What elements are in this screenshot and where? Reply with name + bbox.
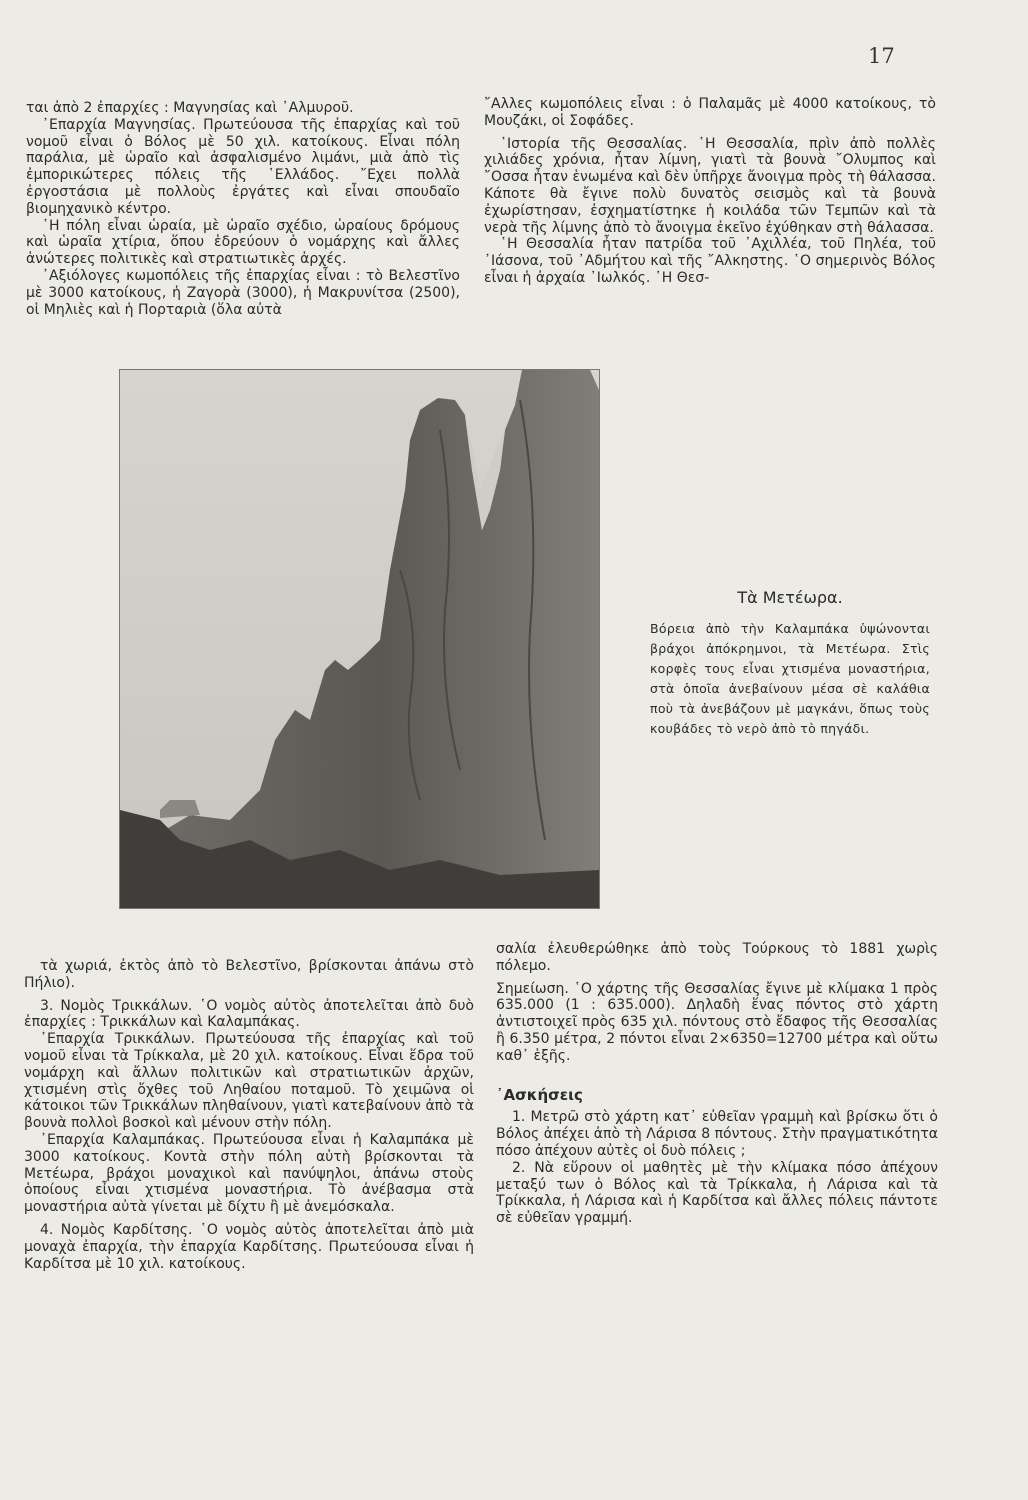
note-paragraph: Σημείωση. ῾Ο χάρτης τῆς Θεσσαλίας ἔγινε μὲ κλίμακα 1 πρὸς 635.000 (1 : 635.000). Δηλαδὴ ἕνας πόντος στὸ χάρτη ἀντιστοιχεῖ πρὸς 635 χιλ. πόντους στὸ ἔδαφος τῆς Θεσσαλίας ἢ 6.350 μέτρα, 2 πόντοι εἶναι 2×6350=12700 μέτρα καὶ οὕτω καθ᾿ ἑξῆς. — [496, 980, 938, 1064]
paragraph: ῾Η Θεσσαλία ἦταν πατρίδα τοῦ ᾿Αχιλλέα, τοῦ Πηλέα, τοῦ ᾿Ιάσονα, τοῦ ᾿Αδμήτου καὶ τῆς ῎Αλκηστης. ῾Ο σημερινὸς Βόλος εἶναι ἡ ἀρχαία ᾿Ιωλκός. ῾Η Θεσ- — [484, 236, 936, 286]
karditsa-paragraph: 4. Νομὸς Καρδίτσης. ῾Ο νομὸς αὐτὸς ἀποτελεῖται ἀπὸ μιὰ μοναχὰ ἐπαρχία, τὴν ἐπαρχία Καρδίτσης. Πρωτεύουσα εἶναι ἡ Καρδίτσα μὲ 10 χιλ. κατοίκους. — [24, 1221, 474, 1272]
trikala-paragraph: 3. Νομὸς Τρικκάλων. ῾Ο νομὸς αὐτὸς ἀποτελεῖται ἀπὸ δυὸ ἐπαρχίες : Τρικκάλων καὶ Καλαμπάκας. — [24, 997, 474, 1031]
paragraph: ῎Αλλες κωμοπόλεις εἶναι : ὁ Παλαμᾶς μὲ 4000 κατοίκους, τὸ Μουζάκι, οἱ Σοφάδες. — [484, 96, 936, 129]
photo-caption — [650, 588, 930, 739]
paragraph: ῾Η πόλη εἶναι ὡραία, μὲ ὡραῖο σχέδιο, ὡραίους δρόμους καὶ ὡραῖα χτίρια, ὅπου ἑδρεύουν ὁ νομάρχης καὶ ἄλλες ἀνώτερες πολιτικὲς καὶ στρατιωτικὲς ἀρχές. — [26, 217, 460, 268]
page-number: 17 — [868, 44, 895, 68]
right-column-top — [484, 96, 936, 287]
paragraph: ᾿Επαρχία Τρικκάλων. Πρωτεύουσα τῆς ἐπαρχίας καὶ τοῦ νομοῦ εἶναι τὰ Τρίκκαλα, μὲ 20 χιλ. κατοίκους. Εἶναι ἕδρα τοῦ νομάρχη καὶ ἄλλων πολιτικῶν καὶ στρατιωτικῶν ἀρχῶν, χτισμένη στὶς ὄχθες τοῦ Ληθαίου ποταμοῦ. Τὸ χειμῶνα οἱ κάτοικοι τῶν Τρικκάλων πληθαίνουν, γιατὶ κατεβαίνουν ἀπὸ τὰ βουνὰ πολλοὶ βοσκοὶ καὶ μένουν στὴν πόλη. — [24, 1031, 474, 1132]
paragraph: ται ἀπὸ 2 ἐπαρχίες : Μαγνησίας καὶ ᾿Αλμυροῦ. — [26, 100, 354, 116]
paragraph: σαλία ἐλευθερώθηκε ἀπὸ τοὺς Τούρκους τὸ 1881 χωρὶς πόλεμο. — [496, 941, 938, 974]
caption-title: Τὰ Μετέωρα. — [737, 588, 843, 607]
meteora-photo — [119, 369, 600, 909]
paragraph: τὰ χωριά, ἐκτὸς ἀπὸ τὸ Βελεστῖνο, βρίσκονται ἀπάνω στὸ Πήλιο). — [24, 958, 474, 991]
exercises-heading: ᾿Ασκήσεις — [496, 1085, 583, 1104]
paragraph: ᾿Αξιόλογες κωμοπόλεις τῆς ἐπαρχίας εἶναι : τὸ Βελεστῖνο μὲ 3000 κατοίκους, ἡ Ζαγορὰ (3000), ἡ Μακρυνίτσα (2500), οἱ Μηλιὲς καὶ ἡ Πορταριὰ (ὅλα αὐτὰ — [26, 267, 460, 318]
exercise-item: 1. Μετρῶ στὸ χάρτη κατ᾿ εὐθεῖαν γραμμὴ καὶ βρίσκω ὅτι ὁ Βόλος ἀπέχει ἀπὸ τὴ Λάρισα 8 πόντους. Στὴν πραγματικότητα πόσο ἀπέχουν αὐτὲς οἱ δυὸ πόλεις ; — [496, 1109, 938, 1159]
left-column-bottom — [24, 958, 474, 1272]
right-column-bottom — [496, 941, 938, 1227]
history-paragraph: ῾Ιστορία τῆς Θεσσαλίας. ῾Η Θεσσαλία, πρὶν ἀπὸ πολλὲς χιλιάδες χρόνια, ἦταν λίμνη, γιατὶ τὰ βουνὰ ῎Ολυμπος καὶ ῎Οσσα ἦταν ἑνωμένα καὶ δὲν ὑπῆρχε ἄνοιγμα πρὸς τὴ θάλασσα. Κάποτε θὰ ἔγινε πολὺ δυνατὸς σεισμὸς καὶ τὰ βουνὰ ἐχωρίστησαν, ἐσχηματίστηκε ἡ κοιλάδα τῶν Τεμπῶν καὶ τὰ νερὰ τῆς λίμνης ἀπὸ τὸ ἄνοιγμα ἐκεῖνο ἐχύθηκαν στὴ θάλασσα. — [484, 135, 936, 236]
paragraph: ᾿Επαρχία Καλαμπάκας. Πρωτεύουσα εἶναι ἡ Καλαμπάκα μὲ 3000 κατοίκους. Κοντὰ στὴν πόλη αὐτὴ βρίσκονται τὰ Μετέωρα, βράχοι μοναχικοὶ καὶ πανύψηλοι, ἀπάνω στοὺς ὁποίους εἶναι χτισμένα μοναστήρια. Τὸ ἀνέβασμα στὰ μοναστήρια αὐτὰ γίνεται μὲ δίχτυ ἢ μὲ ἀνεμόσκαλα. — [24, 1131, 474, 1216]
caption-text: Βόρεια ἀπὸ τὴν Καλαμπάκα ὑψώνονται βράχοι ἀπόκρημνοι, τὰ Μετέωρα. Στὶς κορφὲς τους εἶναι χτισμένα μοναστήρια, στὰ ὁποῖα ἀνεβαίνουν μέσα σὲ καλάθια ποὺ τὰ ἀνεβάζουν μὲ μαγκάνι, ὅπως τοὺς κουβάδες τὸ νερὸ ἀπὸ τὸ πηγάδι. — [650, 621, 930, 736]
meteora-rocks-illustration — [120, 370, 599, 908]
exercise-item: 2. Νὰ εὕρουν οἱ μαθητὲς μὲ τὴν κλίμακα πόσο ἀπέχουν μεταξύ των ὁ Βόλος καὶ τὰ Τρίκκαλα, ἡ Λάρισα καὶ τὰ Τρίκκαλα, ἡ Λάρισα καὶ ἡ Καρδίτσα καὶ ἄλλες πόλεις πάντοτε σὲ εὐθεῖαν γραμμή. — [496, 1159, 938, 1227]
paragraph: ᾿Επαρχία Μαγνησίας. Πρωτεύουσα τῆς ἐπαρχίας καὶ τοῦ νομοῦ εἶναι ὁ Βόλος μὲ 50 χιλ. κατοίκους. Εἶναι πόλη παράλια, μὲ ὡραῖο καὶ ἀσφαλισμένο λιμάνι, μιὰ ἀπὸ τὶς ἐμπορικώτερες πόλεις τῆς ῾Ελλάδος. ῎Εχει πολλὰ ἐργοστάσια μὲ πολλοὺς ἐργάτες καὶ εἶναι σπουδαῖο βιομηχανικὸ κέντρο. — [26, 116, 460, 217]
left-column-top — [26, 100, 460, 318]
